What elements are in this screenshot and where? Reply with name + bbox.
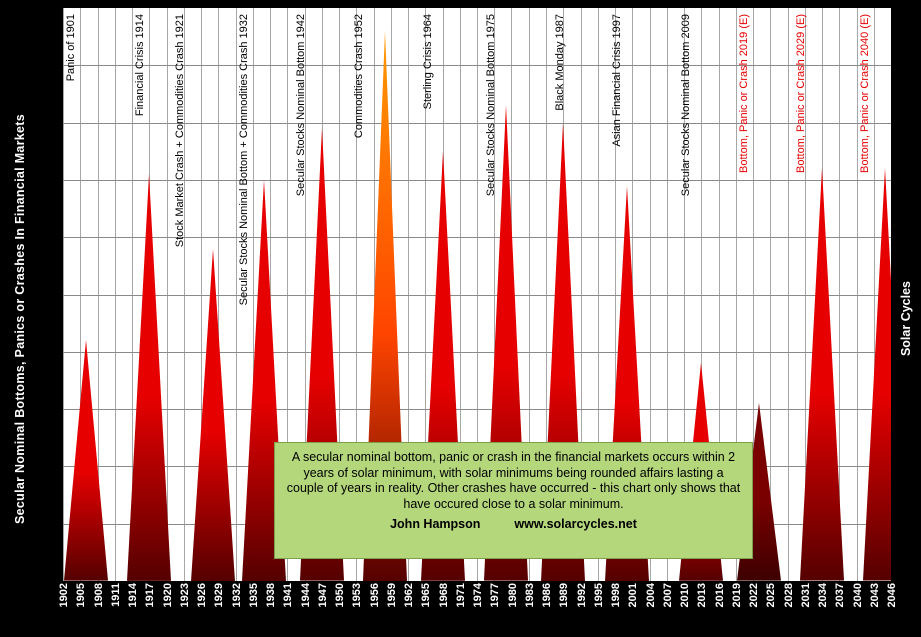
x-tick-label: 2019 [730,583,743,608]
x-tick-label: 1929 [213,583,226,608]
x-tick-label: 1962 [403,583,415,608]
x-tick-label: 2004 [644,583,657,608]
note-text: A secular nominal bottom, panic or crash in the financial markets occurs within 2 years of solar minimum, with solar minimums being rounded affairs lasting a couple of years in reality. Other crashes have occurred - this chart only shows that have occured close to a solar minimum. [286,450,741,511]
y-axis-title-right-text: Solar Cycles [899,280,913,357]
vertical-gridline [236,8,237,581]
x-tick-label: 2010 [679,583,691,608]
x-tick-label: 1983 [523,583,536,608]
x-tick-label: 1986 [541,583,553,608]
x-tick-label: 1941 [282,583,295,608]
y-axis-title-left-text: Secular Nominal Bottoms, Panics or Crashes In Financial Markets [13,113,27,524]
x-tick-label: 1920 [161,583,174,608]
solar-cycle-spike [800,168,844,581]
x-tick-label: 1992 [575,583,588,608]
x-tick-label: 1917 [144,583,157,608]
x-tick-label: 1950 [334,583,346,608]
x-tick-label: 1980 [506,583,519,608]
solar-cycle-spike [64,340,108,581]
x-tick-label: 2001 [627,583,640,608]
x-tick-label: 1977 [489,583,502,608]
event-label: Bottom, Panic or Crash 2019 (E) [738,14,750,173]
x-tick-label: 1944 [299,583,312,608]
x-tick-label: 1926 [196,583,208,608]
x-tick-label: 1995 [592,583,605,608]
event-label: Bottom, Panic or Crash 2040 (E) [859,14,871,173]
x-tick-label: 1938 [265,583,277,608]
x-tick-label: 2013 [696,583,709,608]
x-tick-label: 2034 [817,583,829,608]
x-tick-label: 1968 [437,583,450,608]
x-tick-label: 1956 [368,583,381,608]
x-tick-label: 1974 [472,583,484,608]
y-axis-title-left [6,0,34,637]
x-tick-label: 1911 [109,583,122,607]
event-label: Secular Stocks Nominal Bottom 1975 [485,14,497,197]
vertical-gridline [115,8,116,581]
event-label: Secular Stocks Nominal Bottom 2009 [680,14,692,197]
x-tick-label: 1953 [351,583,364,608]
solar-cycle-spike [127,174,171,581]
solar-cycle-spike [863,168,891,581]
x-tick-label: 1902 [58,583,70,608]
note-author: John Hampson [390,517,481,531]
vertical-gridline [857,8,858,581]
x-tick-label: 1923 [178,583,191,608]
x-tick-label: 1935 [247,583,260,608]
x-tick-label: 1908 [92,583,105,608]
x-tick-label: 1998 [610,583,622,608]
event-label: Commodities Crash 1952 [353,14,365,139]
x-axis-tick-labels [58,583,898,635]
x-tick-label: 1905 [75,583,88,608]
x-tick-label: 1947 [316,583,329,608]
event-label: Asian Financial Crisis 1997 [611,14,623,147]
event-label: Sterling Crisis 1964 [422,14,434,110]
event-label: Black Monday 1987 [554,14,566,111]
event-label: Financial Crisis 1914 [134,14,146,117]
x-tick-label: 2031 [799,583,812,608]
x-tick-label: 1989 [558,583,571,608]
y-axis-title-right [893,0,919,637]
note-site[interactable]: www.solarcycles.net [514,517,637,531]
x-tick-label: 2022 [748,583,760,608]
x-tick-label: 2043 [868,583,881,608]
event-label: Bottom, Panic or Crash 2029 (E) [795,14,807,173]
x-tick-label: 1932 [230,583,243,608]
x-tick-label: 1965 [420,583,433,608]
note-box [274,442,753,559]
plot-area [63,8,891,581]
event-label: Panic of 1901 [65,14,77,82]
event-label: Secular Stocks Nominal Bottom + Commodities Crash 1932 [238,14,250,306]
x-tick-label: 1971 [454,583,467,608]
event-label: Stock Market Crash + Commodities Crash 1921 [174,14,186,248]
x-tick-label: 2046 [886,583,898,608]
event-label: Secular Stocks Nominal Bottom 1942 [295,14,307,197]
x-tick-label: 2016 [713,583,726,608]
x-tick-label: 2028 [782,583,795,608]
solar-cycle-spike [191,249,235,581]
x-tick-label: 2025 [765,583,778,608]
vertical-gridline [788,8,789,581]
note-credit [285,517,742,531]
x-tick-label: 2037 [834,583,847,608]
x-tick-label: 1959 [385,583,398,608]
x-tick-label: 2040 [851,583,864,608]
x-tick-label: 2007 [661,583,674,608]
x-tick-label: 1914 [127,583,139,608]
